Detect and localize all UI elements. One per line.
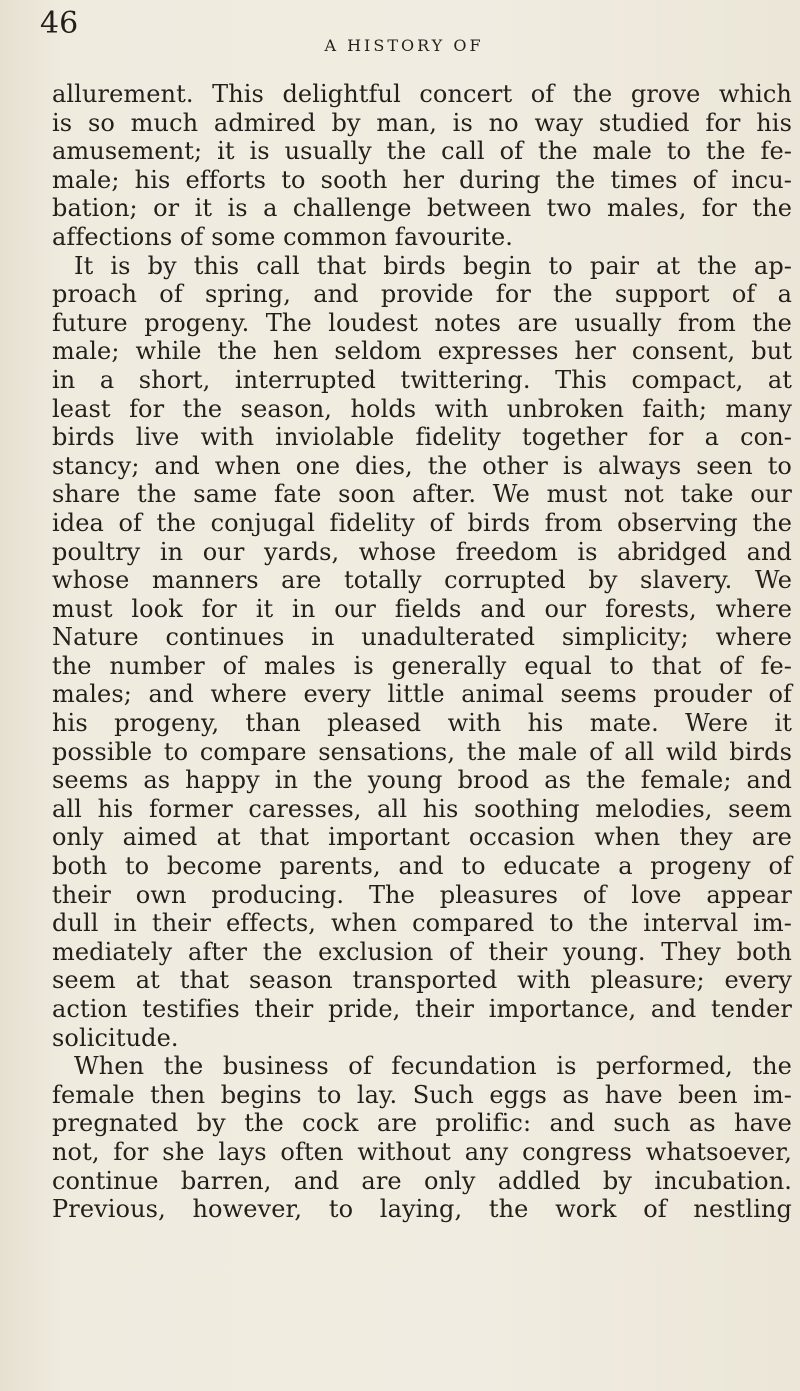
running-head: A HISTORY OF [324, 36, 484, 55]
text-line: the number of males is generally equal to that of fe- [52, 651, 792, 680]
text-line: affections of some common favourite. [52, 222, 514, 251]
page-number: 46 [40, 6, 79, 41]
text-line: future progeny. The loudest notes are usually from the [52, 308, 792, 337]
text-line: seems as happy in the young brood as the female; and [52, 766, 792, 795]
text-line: only aimed at that important occasion when they are [52, 823, 792, 852]
text-line: poultry in our yards, whose freedom is abridged and [52, 537, 792, 566]
text-line: share the same fate soon after. We must not take our [52, 480, 792, 509]
text-line: their own producing. The pleasures of love appear [52, 880, 792, 909]
text-line: It is by this call that birds begin to pair at the ap- [74, 251, 792, 280]
text-line: least for the season, holds with unbroken faith; many [52, 394, 792, 423]
text-line: males; and where every little animal seems prouder of [52, 680, 792, 709]
text-line: stancy; and when one dies, the other is always seen to [52, 451, 792, 480]
text-line: allurement. This delightful concert of the grove which [52, 80, 792, 108]
text-line: dull in their effects, when compared to the interval im- [52, 909, 792, 938]
text-line: When the business of fecundation is performed, the [74, 1052, 792, 1081]
text-line: male; his efforts to sooth her during the times of incu- [52, 165, 792, 194]
text-line: in a short, interrupted twittering. This compact, at [52, 365, 792, 394]
text-line: must look for it in our fields and our forests, where [52, 594, 792, 623]
text-line: amusement; it is usually the call of the male to the fe- [52, 137, 792, 166]
text-line: idea of the conjugal fidelity of birds from observing the [52, 508, 792, 537]
text-line: not, for she lays often without any congress whatsoever, [52, 1137, 792, 1166]
text-line: male; while the hen seldom expresses her consent, but [52, 337, 792, 366]
text-line: solicitude. [52, 1023, 179, 1052]
text-line: mediately after the exclusion of their young. They both [52, 937, 792, 966]
text-line: birds live with inviolable fidelity together for a con- [52, 423, 792, 452]
text-line: Previous, however, to laying, the work of nestling [52, 1195, 792, 1224]
text-line: all his former caresses, all his soothing melodies, seem [52, 794, 792, 823]
text-line: action testifies their pride, their importance, and tender [52, 995, 792, 1023]
text-line: is so much admired by man, is no way studied for his [52, 108, 792, 137]
body-text [52, 80, 792, 1224]
text-line: whose manners are totally corrupted by slavery. We [52, 566, 792, 595]
text-line: pregnated by the cock are prolific: and such as have [52, 1109, 792, 1138]
text-line: bation; or it is a challenge between two males, for the [52, 194, 792, 223]
text-line: seem at that season transported with pleasure; every [52, 966, 792, 995]
text-line: possible to compare sensations, the male of all wild birds [52, 737, 792, 766]
text-line: continue barren, and are only addled by incubation. [52, 1166, 792, 1195]
text-line: Nature continues in unadulterated simplicity; where [52, 623, 792, 652]
text-line: proach of spring, and provide for the support of a [52, 280, 792, 309]
text-line: both to become parents, and to educate a progeny of [52, 852, 792, 881]
text-line: female then begins to lay. Such eggs as have been im- [52, 1080, 792, 1109]
text-line: his progeny, than pleased with his mate. Were it [52, 709, 792, 738]
